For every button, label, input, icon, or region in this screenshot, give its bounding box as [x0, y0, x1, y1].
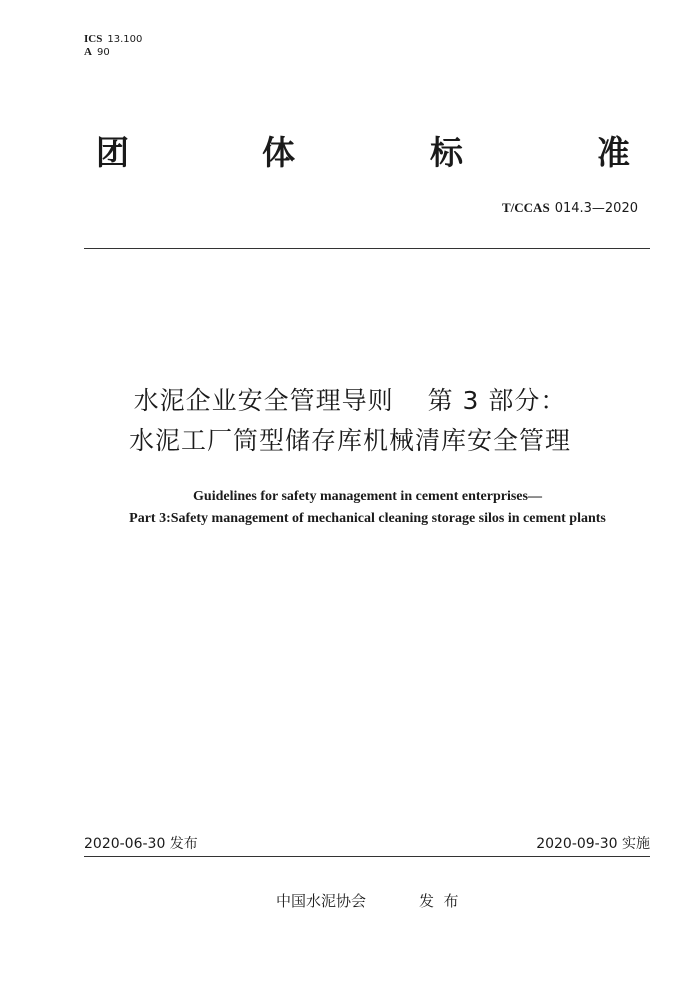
title-zh-line-2: 水泥工厂筒型储存库机械清库安全管理 [128, 426, 571, 455]
title-en-line-2: Part 3:Safety management of mechanical cleaning storage silos in cement plants [129, 511, 606, 526]
standard-number [502, 200, 638, 217]
publisher-action: 发 布 [419, 892, 459, 910]
ics-code-line [84, 33, 142, 46]
header-rule [84, 248, 650, 249]
ccs-label: A [84, 46, 92, 58]
standard-number-value: 014.3—2020 [554, 201, 638, 216]
standard-type-char-1: 团 [96, 133, 129, 172]
title-zh-main: 水泥企业安全管理导则 [133, 386, 394, 415]
publisher-name: 中国水泥协会 [276, 892, 367, 910]
footer-rule [84, 856, 650, 857]
implementation-date: 2020-09-30 实施 [536, 836, 650, 852]
standard-number-prefix: T/CCAS [502, 200, 550, 215]
ccs-code: 90 [96, 47, 110, 58]
issue-date: 2020-06-30 发布 [84, 836, 198, 852]
ccs-code-line [84, 46, 110, 59]
ics-label: ICS [84, 33, 103, 45]
ics-code: 13.100 [107, 34, 143, 45]
title-en-line-1: Guidelines for safety management in cement enterprises— [193, 489, 542, 504]
standard-type-char-2: 体 [262, 133, 295, 172]
standard-type-char-4: 准 [597, 133, 630, 172]
title-zh-part: 第 3 部分： [427, 386, 567, 415]
title-zh-line-1 [0, 385, 700, 417]
standard-type-char-3: 标 [430, 133, 463, 172]
